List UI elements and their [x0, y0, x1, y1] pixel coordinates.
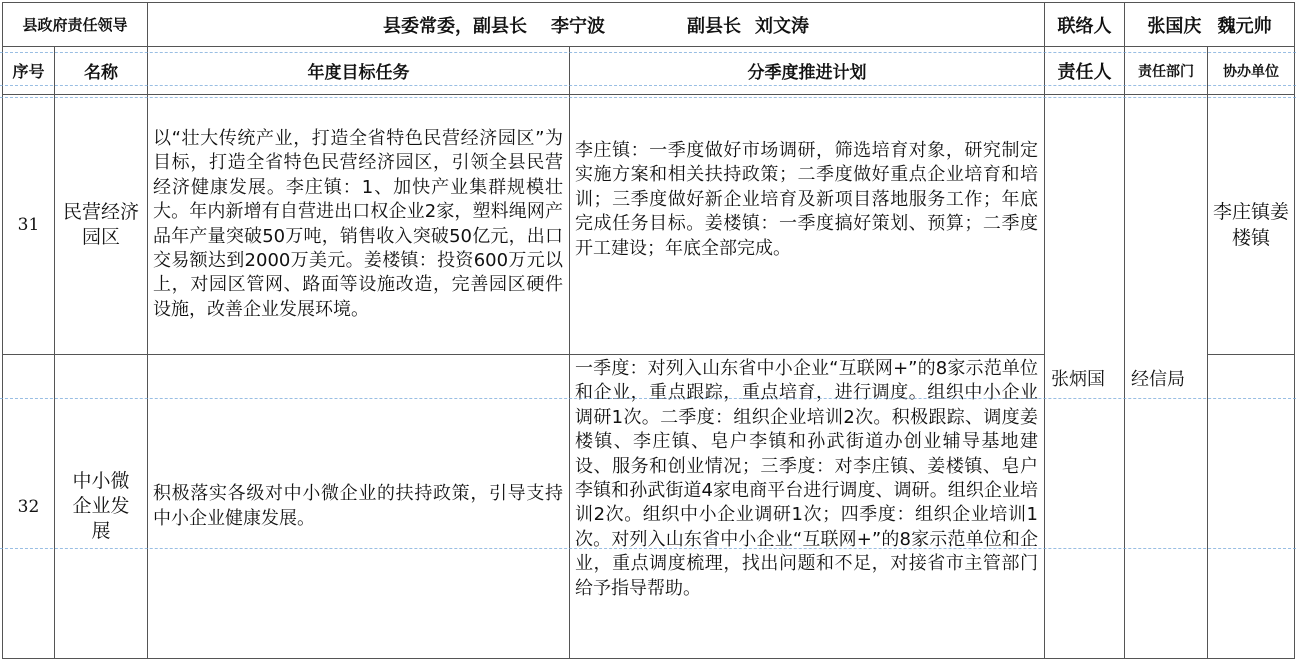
row-32-target: 积极落实各级对中小微企业的扶持政策，引导支持中小企业健康发展。	[148, 355, 570, 659]
leader-name-2: 刘文涛	[755, 15, 810, 37]
table-row	[3, 95, 1295, 355]
responsible-person: 张炳国	[1045, 95, 1125, 659]
leader-label: 县政府责任领导	[3, 3, 148, 47]
row-31-plan: 李庄镇：一季度做好市场调研，筛选培育对象，研究制定实施方案和相关扶持政策；二季度做好重点企业培育和培训；三季度做好新企业培育及新项目落地服务工作；年底完成任务目标。姜楼镇：一季度搞好策划、预算；二季度开工建设；年底全部完成。	[570, 95, 1045, 355]
col-dept: 责任部门	[1125, 47, 1208, 95]
leaders-cell	[148, 3, 1045, 47]
row-31-target: 以“壮大传统产业，打造全省特色民营经济园区”为目标，打造全省特色民营经济园区，引领全县民营经济健康发展。李庄镇：1、加快产业集群规模壮大。年内新增有自营进出口权企业2家，塑料绳网产品年产量突破50万吨，销售收入突破50亿元，出口交易额达到2000万美元。姜楼镇：投资600万元以上，对园区管网、路面等设施改造，完善园区硬件设施，改善企业发展环境。	[148, 95, 570, 355]
row-31-assist: 李庄镇姜楼镇	[1208, 95, 1295, 355]
col-target: 年度目标任务	[148, 47, 570, 95]
row-31-name: 民营经济园区	[55, 95, 148, 355]
leader-title-2: 副县长	[687, 15, 742, 37]
leader-name-1: 李宁波	[551, 15, 606, 37]
col-name: 名称	[55, 47, 148, 95]
contact-label: 联络人	[1045, 3, 1125, 47]
row-32-seq: 32	[3, 355, 55, 659]
col-assist: 协办单位	[1208, 47, 1295, 95]
contact-names: 张国庆 魏元帅	[1125, 3, 1295, 47]
row-31-seq: 31	[3, 95, 55, 355]
col-plan: 分季度推进计划	[570, 47, 1045, 95]
col-person: 责任人	[1045, 47, 1125, 95]
row-32-plan: 一季度：对列入山东省中小企业“互联网+”的8家示范单位和企业，重点跟踪，重点培育，进行调度。组织中小企业调研1次。二季度：组织企业培训2次。积极跟踪、调度姜楼镇、李庄镇、皂户李镇和孙武街道办创业辅导基地建设、服务和创业情况；三季度：对李庄镇、姜楼镇、皂户李镇和孙武街道4家电商平台进行调度、调研。组织企业培训2次。组织中小企业调研1次；四季度：组织企业培训1次。对列入山东省中小企业“互联网+”的8家示范单位和企业，重点调度梳理，找出问题和不足，对接省市主管部门给予指导帮助。	[570, 355, 1045, 659]
row-32-assist	[1208, 355, 1295, 659]
responsible-dept: 经信局	[1125, 95, 1208, 659]
column-header-row	[3, 47, 1295, 95]
task-table	[2, 2, 1295, 659]
leader-row	[3, 3, 1295, 47]
col-seq: 序号	[3, 47, 55, 95]
leader-title-1: 县委常委，副县长	[383, 15, 528, 37]
row-32-name: 中小微企业发展	[55, 355, 148, 659]
